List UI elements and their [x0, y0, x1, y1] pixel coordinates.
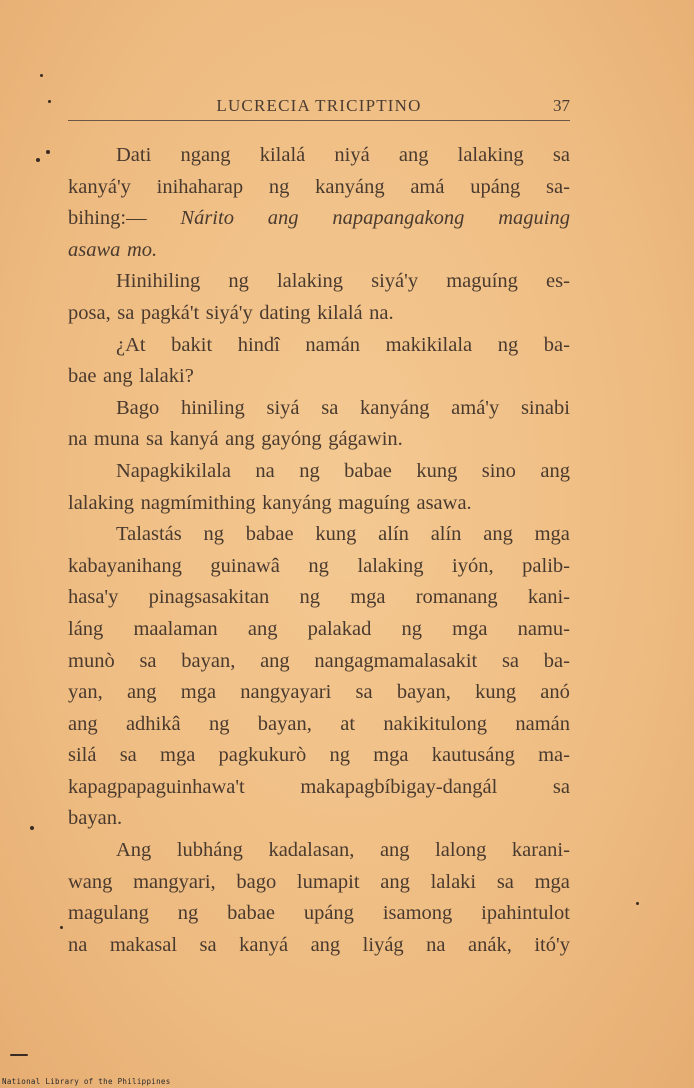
word: mga — [160, 744, 196, 767]
word: guinawâ — [210, 554, 280, 577]
word: babae — [344, 459, 392, 482]
word: Bago — [116, 396, 160, 419]
word: Hinihiling — [116, 270, 201, 293]
word: bihing:— — [68, 207, 147, 230]
word: itó'y — [534, 933, 570, 956]
word: ng — [497, 333, 519, 356]
word: ipahintulot — [481, 902, 570, 925]
text-line — [68, 709, 570, 741]
text-line — [68, 740, 570, 772]
word: lalaking — [357, 554, 424, 577]
word: munò — [68, 649, 115, 672]
scan-speck — [46, 150, 50, 154]
word: na. — [369, 301, 394, 324]
word: liyág — [362, 933, 404, 956]
word: ba- — [543, 649, 570, 672]
word: romanang — [415, 586, 498, 609]
word: maguing — [498, 207, 570, 230]
word: kautusáng — [431, 744, 515, 767]
word: inihaharap — [156, 175, 244, 198]
word: Napagkikilala — [116, 459, 231, 482]
word: sa — [501, 649, 520, 672]
word: ang — [483, 523, 513, 546]
word: na — [426, 933, 446, 956]
word: bae — [68, 365, 97, 388]
word: nangagmamalasakit — [314, 649, 478, 672]
word: niyá — [334, 144, 370, 166]
word: nakikitulong — [383, 712, 487, 735]
word: upáng — [470, 175, 521, 198]
word: kapagpapaguinhawa't — [68, 775, 245, 798]
word: ng — [308, 554, 329, 577]
word: adhikâ — [125, 712, 181, 735]
word: ng — [299, 459, 320, 482]
word: isamong — [382, 902, 453, 925]
word: palib- — [522, 554, 570, 577]
word: yan, — [68, 681, 103, 704]
word: lalaking — [457, 144, 524, 166]
word: upáng — [303, 902, 354, 925]
text-line — [68, 330, 570, 362]
text-line — [68, 551, 570, 583]
word: gágawin. — [328, 428, 403, 451]
text-line — [68, 835, 570, 867]
word: láng — [68, 617, 104, 640]
word: na — [255, 459, 275, 482]
word: ngang — [180, 144, 231, 166]
word: namu- — [517, 617, 570, 640]
word: mangyari, — [133, 870, 216, 893]
text-line — [68, 803, 570, 835]
text-line — [68, 203, 570, 235]
footer-credit: National Library of the Philippines — [2, 1077, 171, 1086]
word: ang — [225, 428, 255, 451]
text-line — [68, 235, 570, 267]
text-line — [68, 582, 570, 614]
word: sa — [146, 428, 164, 451]
word: lubháng — [176, 839, 243, 862]
text-line — [68, 646, 570, 678]
word: bayan, — [181, 649, 236, 672]
word: lumapit — [296, 870, 360, 893]
word: ang — [310, 933, 341, 956]
word: asawa. — [416, 491, 472, 514]
word: sa — [119, 744, 137, 767]
word: Nárito — [180, 207, 234, 230]
word: lalaki? — [139, 365, 194, 388]
body-text — [68, 140, 570, 961]
word: alín — [430, 523, 462, 546]
word: makasal — [109, 933, 178, 956]
text-line — [68, 140, 570, 172]
scan-speck — [30, 826, 34, 830]
word: lalaking — [68, 491, 135, 514]
scan-speck — [10, 1054, 28, 1056]
header-rule — [68, 120, 570, 121]
word: anó — [540, 681, 570, 704]
word: ang — [398, 144, 429, 166]
word: sa — [355, 681, 373, 704]
word: nangyayari — [240, 681, 332, 704]
word: muna — [93, 428, 140, 451]
text-line — [68, 677, 570, 709]
text-line — [68, 298, 570, 330]
word: bayan, — [396, 681, 451, 704]
word: napapangakong — [332, 207, 465, 230]
word: amá'y — [451, 396, 500, 419]
word: kilalá — [317, 301, 363, 324]
text-line — [68, 361, 570, 393]
word: lalong — [435, 839, 487, 862]
word: mga — [534, 523, 570, 546]
word: kani- — [527, 586, 570, 609]
word: silá — [68, 744, 97, 767]
word: ang — [68, 712, 98, 735]
word: ang — [379, 839, 410, 862]
word: ang — [260, 649, 290, 672]
word: siyá — [266, 396, 300, 419]
word: hindî — [237, 333, 280, 356]
text-line — [68, 614, 570, 646]
word: ng — [228, 270, 249, 293]
word: wang — [68, 870, 113, 893]
word: hasa'y — [68, 586, 119, 609]
word: siyá'y — [371, 270, 419, 293]
word: maguíng — [446, 270, 518, 293]
text-line — [68, 930, 570, 962]
word: asawa — [68, 238, 121, 261]
text-line — [68, 393, 570, 425]
word: ang — [103, 365, 133, 388]
word: nagmímithing — [140, 491, 256, 514]
text-line — [68, 772, 570, 804]
word: sa — [321, 396, 339, 419]
word: namán — [515, 712, 570, 735]
word: lalaking — [276, 270, 344, 293]
scan-speck — [48, 100, 51, 103]
word: sa — [139, 649, 157, 672]
word: sa — [552, 144, 570, 166]
text-line — [68, 424, 570, 456]
word: kung — [315, 523, 357, 546]
scan-speck — [636, 902, 639, 905]
word: pinagsasakitan — [148, 586, 270, 609]
text-line — [68, 456, 570, 488]
word: kung — [475, 681, 517, 704]
word: kanyá — [239, 933, 289, 956]
word: ang — [380, 870, 410, 893]
scan-speck — [40, 74, 43, 77]
word: palakad — [307, 617, 372, 640]
word: ng — [208, 712, 230, 735]
text-line — [68, 867, 570, 899]
word: kanyáng — [360, 396, 430, 419]
word: babae — [227, 902, 275, 925]
word: karani- — [511, 839, 570, 862]
word: ang — [247, 617, 278, 640]
word: at — [340, 712, 356, 735]
word: alín — [378, 523, 409, 546]
word: mga — [180, 681, 217, 704]
text-line — [68, 519, 570, 551]
word: pagká't — [140, 301, 200, 324]
word: kanyáng — [262, 491, 332, 514]
scan-speck — [36, 158, 40, 162]
word: mga — [452, 617, 488, 640]
word: namán — [305, 333, 361, 356]
word: sa- — [546, 175, 570, 198]
page-number: 37 — [553, 96, 570, 115]
word: mga — [350, 586, 386, 609]
word: ng — [401, 617, 423, 640]
word: kadalasan, — [268, 839, 355, 862]
word: ng — [177, 902, 199, 925]
word: mo. — [126, 238, 158, 261]
word: ng — [203, 523, 225, 546]
word: kung — [416, 459, 458, 482]
word: na — [68, 428, 88, 451]
word: bago — [236, 870, 277, 893]
word: ng — [268, 175, 290, 198]
word: magulang — [68, 902, 149, 925]
word: na — [68, 933, 88, 956]
word: ¿At — [116, 333, 146, 356]
page-header — [68, 96, 570, 124]
word: mga — [373, 744, 409, 767]
word: kanyáng — [315, 175, 385, 198]
running-title: LUCRECIA TRICIPTINO — [216, 96, 422, 115]
word: dating — [259, 301, 311, 324]
word: mga — [534, 870, 570, 893]
word: bayan, — [257, 712, 312, 735]
scan-speck — [60, 926, 63, 929]
word: kilalá — [259, 144, 306, 166]
word: sa — [552, 775, 570, 798]
word: kanyá'y — [68, 175, 131, 198]
word: maalaman — [133, 617, 218, 640]
word: es- — [546, 270, 570, 293]
word: babae — [245, 523, 294, 546]
word: Ang — [116, 839, 152, 862]
text-line — [68, 266, 570, 298]
word: bayan. — [68, 807, 123, 830]
word: gayóng — [261, 428, 322, 451]
word: sa — [496, 870, 514, 893]
word: sino — [481, 459, 516, 482]
word: lalaki — [430, 870, 477, 893]
word: Talastás — [116, 523, 182, 546]
word: makapagbíbigay-dangál — [300, 775, 498, 798]
word: Dati — [116, 144, 152, 166]
word: ang — [267, 207, 299, 230]
word: makikilala — [385, 333, 473, 356]
word: ma- — [538, 744, 570, 767]
text-line — [68, 898, 570, 930]
word: amá — [410, 175, 445, 198]
word: ng — [299, 586, 320, 609]
word: ba- — [543, 333, 570, 356]
word: sinabi — [520, 396, 570, 419]
text-line — [68, 172, 570, 204]
word: sa — [199, 933, 217, 956]
word: kabayanihang — [68, 554, 182, 577]
word: maguíng — [338, 491, 410, 514]
word: hiniling — [180, 396, 245, 419]
word: kanyá — [169, 428, 219, 451]
word: bakit — [171, 333, 213, 356]
word: iyón, — [452, 554, 494, 577]
word: ng — [329, 744, 350, 767]
word: pagkukurò — [218, 744, 307, 767]
word: posa, — [68, 301, 111, 324]
word: siyá'y — [205, 301, 253, 324]
text-line — [68, 488, 570, 520]
word: ang — [540, 459, 570, 482]
word: sa — [117, 301, 135, 324]
word: anák, — [468, 933, 512, 956]
word: ang — [126, 681, 157, 704]
